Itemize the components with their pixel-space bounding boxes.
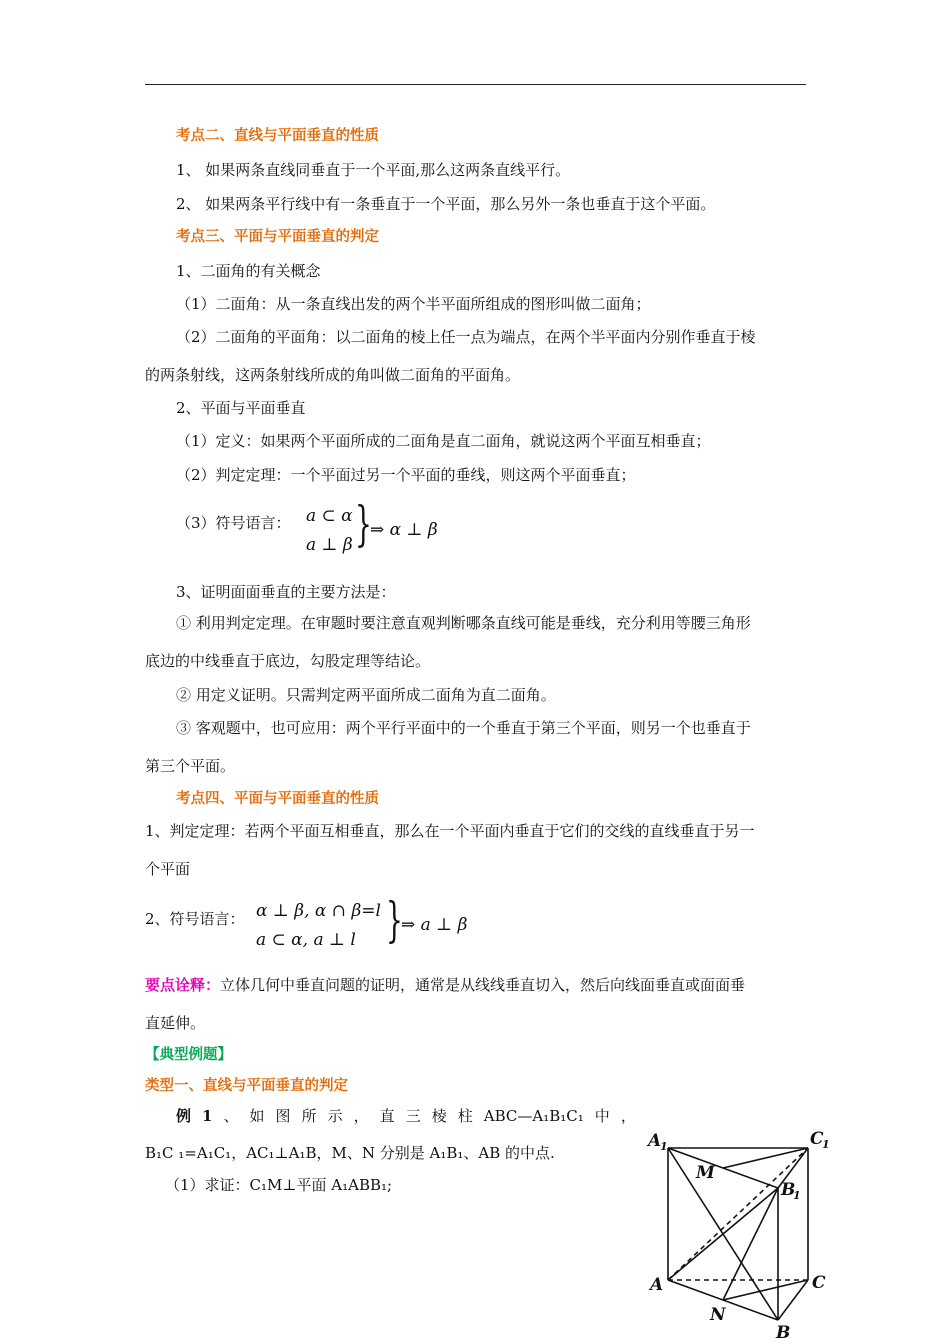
- segment-ab1: [668, 1188, 778, 1280]
- section2-item1: 1、 如果两条直线同垂直于一个平面,那么这两条直线平行。: [176, 161, 571, 179]
- formula1-brace: }: [355, 496, 372, 552]
- type1-title: 类型一、直线与平面垂直的判定: [145, 1078, 348, 1094]
- section2-item2: 2、 如果两条平行线中有一条垂直于一个平面，那么另外一条也垂直于这个平面。: [176, 195, 716, 213]
- example1-intro-token: 图: [275, 1107, 291, 1125]
- example1-intro-token: 柱: [457, 1107, 473, 1125]
- section3-sub1-1: （1）二面角：从一条直线出发的两个半平面所组成的图形叫做二面角；: [176, 295, 651, 313]
- method2: ② 用定义证明。只需判定两平面所成二面角为直二面角。: [176, 686, 556, 704]
- section3-sub1-2b: 的两条射线，这两条射线所成的角叫做二面角的平面角。: [145, 366, 521, 384]
- segment-nb1: [723, 1188, 778, 1300]
- label-n: N: [710, 1305, 726, 1325]
- section3-sub2: 2、平面与平面垂直: [176, 399, 306, 417]
- note-label: 要点诠释：: [145, 976, 221, 994]
- label-c1: C: [810, 1129, 824, 1149]
- section3-sub2-2: （2）判定定理：一个平面过另一个平面的垂线，则这两个平面垂直；: [176, 466, 636, 484]
- note-line2: 直延伸。: [145, 1014, 206, 1032]
- example1-line2: B₁C ₁=A₁C₁，AC₁⊥A₁B，M、N 分别是 A₁B₁、AB 的中点.: [145, 1144, 555, 1162]
- formula1-line2: a ⊥ β: [306, 535, 353, 555]
- example1-intro-token: 棱: [431, 1107, 447, 1125]
- formula1-line1: a ⊂ α: [306, 506, 353, 526]
- method1b: 底边的中线垂直于底边，勾股定理等结论。: [145, 652, 431, 670]
- section4-p1a: 1、判定定理：若两个平面互相垂直，那么在一个平面内垂直于它们的交线的直线垂直于另一: [145, 822, 755, 840]
- section3-sub1: 1、二面角的有关概念: [176, 262, 321, 280]
- section4-p2-label: 2、符号语言：: [145, 910, 245, 928]
- example1-intro-token: 1: [202, 1107, 213, 1125]
- label-a1: A: [648, 1131, 662, 1151]
- example1-intro-token: ，: [620, 1107, 636, 1125]
- svg-text:1: 1: [660, 1140, 668, 1153]
- example1-intro: [176, 1106, 636, 1126]
- example1-intro-token: 中: [594, 1107, 610, 1125]
- formula2-brace: }: [386, 892, 403, 948]
- example1-intro-token: ABC—A₁B₁C₁: [483, 1107, 584, 1125]
- section-title-4: 考点四、平面与平面垂直的性质: [176, 791, 379, 807]
- segment-ac1-hidden: [668, 1148, 808, 1280]
- example1-intro-token: 例: [176, 1107, 192, 1125]
- method3b: 第三个平面。: [145, 757, 236, 775]
- label-m: M: [696, 1163, 715, 1183]
- example1-intro-token: 三: [405, 1107, 421, 1125]
- label-c: C: [812, 1273, 826, 1293]
- example1-intro-token: 直: [379, 1107, 395, 1125]
- section3-sub2-1: （1）定义：如果两个平面所成的二面角是直二面角，就说这两个平面互相垂直；: [176, 432, 711, 450]
- section-title-2: 考点二、直线与平面垂直的性质: [176, 128, 379, 144]
- section4-p1b: 个平面: [145, 860, 191, 878]
- section3-sub1-2a: （2）二面角的平面角：以二面角的棱上任一点为端点，在两个半平面内分别作垂直于棱: [176, 328, 756, 346]
- note-text-a: 立体几何中垂直问题的证明，通常是从线线垂直切入，然后向线面垂直或面面垂: [220, 976, 746, 994]
- label-b: B: [776, 1323, 791, 1340]
- example1-intro-token: 如: [249, 1107, 265, 1125]
- example1-question1: （1）求证：C₁M⊥平面 A₁ABB₁;: [165, 1176, 393, 1194]
- example1-intro-token: 所: [301, 1107, 317, 1125]
- example1-intro-token: 示: [327, 1107, 343, 1125]
- prism-figure: [640, 1120, 840, 1340]
- formula2-result: ⇒ a ⊥ β: [401, 915, 468, 935]
- formula2-line1: α ⊥ β, α ∩ β=l: [256, 901, 381, 921]
- section-title-3: 考点三、平面与平面垂直的判定: [176, 229, 379, 245]
- method3a: ③ 客观题中，也可应用：两个平行平面中的一个垂直于第三个平面，则另一个也垂直于: [176, 719, 751, 737]
- formula1-result: ⇒ α ⊥ β: [370, 520, 438, 540]
- svg-text:1: 1: [793, 1189, 801, 1202]
- example1-intro-token: 、: [223, 1107, 239, 1125]
- note-line1: [145, 975, 745, 995]
- examples-heading: 【典型例题】: [145, 1047, 232, 1063]
- section3-sub2-3-label: （3）符号语言：: [176, 514, 291, 532]
- label-b1: B: [781, 1180, 796, 1200]
- svg-text:1: 1: [822, 1138, 830, 1151]
- header-rule: [145, 84, 806, 85]
- label-a: A: [650, 1275, 664, 1295]
- formula2-line2: a ⊂ α, a ⊥ l: [256, 930, 356, 950]
- section3-sub3: 3、证明面面垂直的主要方法是：: [176, 583, 396, 601]
- method1a: ① 利用判定定理。在审题时要注意直观判断哪条直线可能是垂线，充分利用等腰三角形: [176, 614, 751, 632]
- example1-intro-token: ，: [353, 1107, 369, 1125]
